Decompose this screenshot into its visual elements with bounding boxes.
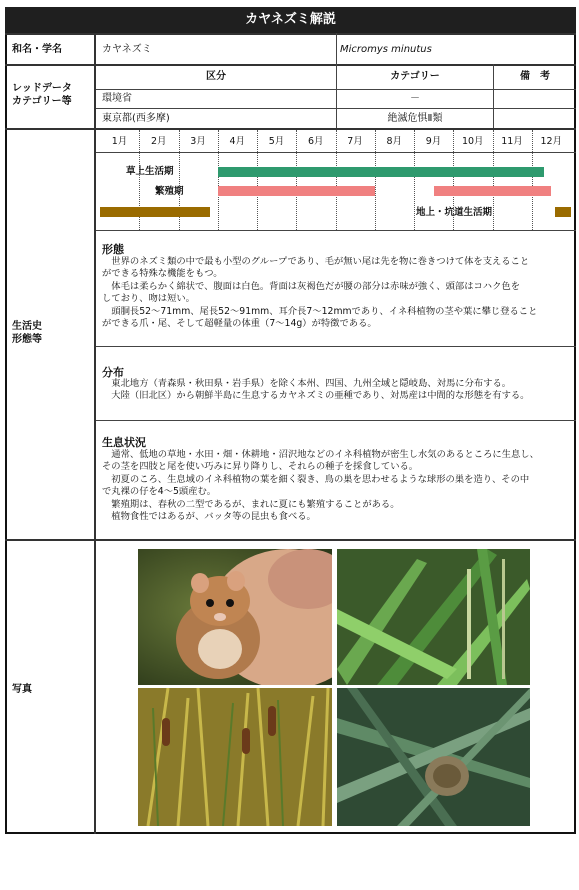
cattail-marsh-photo [138, 688, 332, 826]
morphology-text: 世界のネズミ類の中で最も小型のグループであり、毛が無い尾は先を物に巻きつけて体を支えること ができる特殊な機能をもつ。 体毛は柔らかく綿状で、腹面は白色。背面は灰褐色だが腰の部分は赤味が強く、頭部はコハク色を しており、吻は短い。 頭胴長52～71mm、尾長52～91mm、耳介長7～12mmであり、イネ科植物の茎や葉に攀じ登ること ができる爪・尾、そして超軽量の体重（7～14g）が特徴である。 [102, 256, 538, 330]
month-label: 6月 [307, 136, 324, 147]
month-label: 11月 [501, 136, 523, 147]
month-gridline [414, 130, 415, 230]
division-header: 区分 [206, 71, 226, 82]
month-label: 3月 [190, 136, 206, 147]
month-gridline [257, 130, 258, 230]
harvest-mouse-photo [138, 549, 332, 685]
divider [5, 33, 576, 35]
month-label: 4月 [229, 136, 246, 147]
month-label: 12月 [540, 136, 563, 147]
period-bar [555, 207, 571, 217]
category-value: － [410, 93, 420, 104]
divider [96, 420, 576, 421]
label-column-divider [94, 33, 96, 834]
month-label: 2月 [150, 136, 167, 147]
divider [336, 33, 337, 64]
japanese-name: カヤネズミ [102, 44, 152, 55]
month-gridline [218, 130, 219, 230]
remarks-header: 備 考 [520, 71, 550, 82]
division-value: 東京都(西多摩) [102, 113, 170, 124]
month-label: 10月 [461, 136, 484, 147]
period-bar [434, 186, 552, 196]
month-label: 1月 [111, 136, 128, 147]
category-header: カテゴリー [390, 71, 440, 82]
month-gridline [296, 130, 297, 230]
scientific-name: Micromys minutus [340, 44, 432, 55]
month-label: 9月 [425, 136, 442, 147]
month-label: 5月 [268, 136, 285, 147]
period-bar [100, 207, 210, 217]
grass-photo [337, 549, 530, 685]
distribution-text: 東北地方（青森県・秋田県・岩手県）を除く本州、四国、九州全域と隠岐島、対馬に分布する。 大陸（旧北区）から朝鮮半島に生息するカヤネズミの亜種であり、対馬産は中間的な形態を有する。 [111, 378, 530, 402]
period-bar [218, 186, 375, 196]
period-bar [218, 167, 544, 177]
breeding-period-label: 繁殖期 [155, 186, 184, 197]
month-gridline [493, 130, 494, 230]
name-label: 和名・学名 [12, 44, 62, 55]
divider [5, 539, 576, 541]
distribution-title: 分布 [102, 366, 124, 379]
habitat-text: 通常、低地の草地・水田・畑・休耕地・沼沢地などのイネ科植物が密生し水気のあるところに生息し、 その茎を四肢と尾を使い巧みに昇り降りし、それらの種子を採食している。 初夏のころ、生息域のイネ科植物の葉を細く裂き、鳥の巣を思わせるような球形の巣を造り、その中 で丸裸の仔を4～5頭産む。 繁殖期は、春秋の二型であるが、まれに夏にも繁殖することがある。 植物食性ではあるが、バッタ等の昆虫も食べる。 [102, 449, 539, 523]
sheet-title: カヤネズミ解説 [5, 7, 576, 33]
month-label: 8月 [386, 136, 403, 147]
divider [5, 64, 576, 66]
divider [96, 230, 576, 231]
life-history-label: 生活史 形態等 [12, 321, 42, 345]
morphology-title: 形態 [102, 243, 124, 256]
nest-photo [337, 688, 530, 826]
divider [5, 128, 576, 130]
month-gridline [375, 130, 376, 230]
divider [96, 346, 576, 347]
grass-period-label: 草上生活期 [126, 166, 174, 177]
ground-period-label: 地上・坑道生活期 [416, 207, 493, 218]
division-value: 環境省 [102, 93, 132, 104]
photo-label: 写真 [12, 684, 32, 695]
habitat-title: 生息状況 [102, 436, 146, 449]
category-value: 絶滅危惧Ⅱ類 [387, 113, 443, 124]
month-label: 7月 [347, 136, 363, 147]
month-gridline [532, 130, 533, 230]
month-gridline [336, 130, 337, 230]
red-data-label: レッドデータ カテゴリー等 [12, 83, 72, 107]
